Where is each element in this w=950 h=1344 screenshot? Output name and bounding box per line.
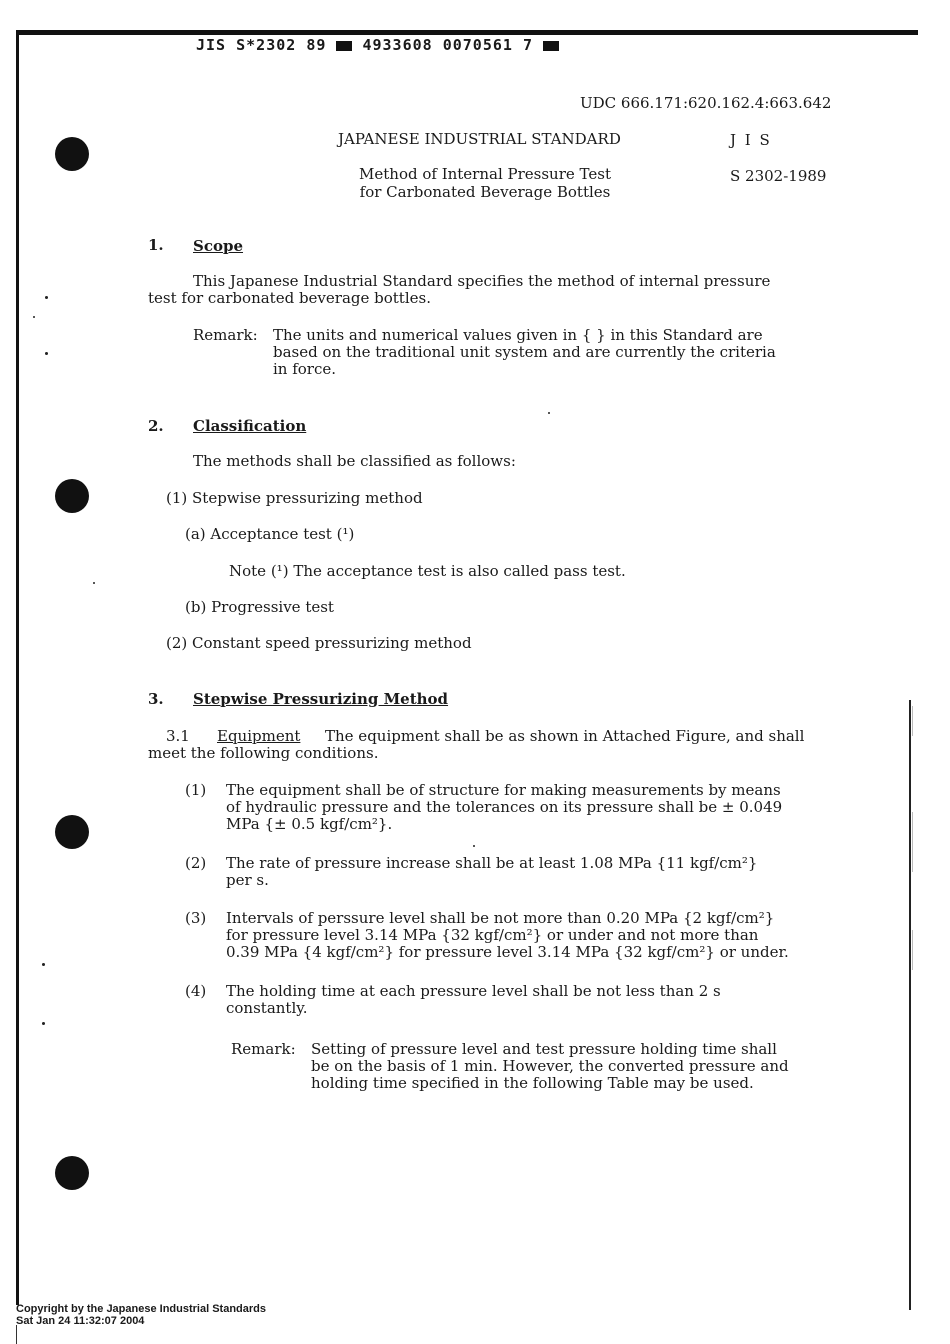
section-1-heading: Scope xyxy=(193,237,244,255)
punch-hole-icon xyxy=(55,1156,89,1190)
header-block-icon xyxy=(543,41,559,51)
header-code-part2: 4933608 0070561 7 xyxy=(362,36,533,54)
copyright-footer xyxy=(16,1303,266,1327)
condition-line: The holding time at each pressure level shall be not less than 2 s xyxy=(226,982,721,1000)
title-line-2: for Carbonated Beverage Bottles xyxy=(359,183,611,201)
document-header-code xyxy=(196,36,559,54)
remark-line: based on the traditional unit system and are currently the criteria xyxy=(273,343,776,361)
section-3-remark-label: Remark: xyxy=(231,1040,296,1058)
section-3-heading: Stepwise Pressurizing Method xyxy=(193,690,449,708)
remark-line: be on the basis of 1 min. However, the converted pressure and xyxy=(311,1057,789,1075)
condition-3-text xyxy=(226,910,789,961)
classification-note: Note (¹) The acceptance test is also called pass test. xyxy=(229,562,626,580)
section-2-number: 2. xyxy=(148,417,164,435)
scan-speck xyxy=(93,582,95,584)
condition-line: per s. xyxy=(226,871,269,889)
document-title xyxy=(330,165,640,201)
punch-hole-icon xyxy=(55,137,89,171)
condition-line: Intervals of perssure level shall be not more than 0.20 MPa {2 kgf/cm²} xyxy=(226,909,775,927)
scan-speck xyxy=(45,296,48,299)
scan-speck xyxy=(42,963,45,966)
condition-line: MPa {± 0.5 kgf/cm²}. xyxy=(226,815,393,833)
scan-speck xyxy=(33,316,35,318)
condition-line: The equipment shall be of structure for making measurements by means xyxy=(226,781,781,799)
condition-line: of hydraulic pressure and the tolerances on its pressure shall be ± 0.049 xyxy=(226,798,783,816)
punch-hole-icon xyxy=(55,479,89,513)
subsection-3-1-number: 3.1 xyxy=(166,727,190,745)
remark-line: Setting of pressure level and test pressure holding time shall xyxy=(311,1040,777,1058)
scan-line xyxy=(912,706,913,736)
section-2-intro: The methods shall be classified as follows: xyxy=(193,452,516,470)
punch-hole-icon xyxy=(55,815,89,849)
scan-line xyxy=(912,812,913,872)
timestamp-line: Sat Jan 24 11:32:07 2004 xyxy=(16,1315,145,1327)
classification-item-1a: (a) Acceptance test (¹) xyxy=(185,525,355,543)
scan-speck xyxy=(42,1022,45,1025)
section-1-remark-label: Remark: xyxy=(193,326,258,344)
condition-line: 0.39 MPa {4 kgf/cm²} for pressure level 3.14 MPa {32 kgf/cm²} or under. xyxy=(226,943,789,961)
standard-number: S 2302-1989 xyxy=(730,167,827,185)
section-2-heading: Classification xyxy=(193,417,307,435)
page-border-right xyxy=(909,700,911,1310)
page-border-top xyxy=(16,30,918,35)
condition-line: constantly. xyxy=(226,999,308,1017)
scan-speck xyxy=(45,352,48,355)
condition-2-text xyxy=(226,855,757,889)
standard-body: JAPANESE INDUSTRIAL STANDARD xyxy=(338,130,621,148)
condition-2-number: (2) xyxy=(185,854,207,872)
section-3-number: 3. xyxy=(148,690,164,708)
remark-line: The units and numerical values given in { } in this Standard are xyxy=(273,326,763,344)
scan-speck xyxy=(548,412,550,414)
page-border-left xyxy=(16,30,19,1305)
section-3-remark-text xyxy=(311,1041,789,1092)
title-line-1: Method of Internal Pressure Test xyxy=(359,165,611,183)
section-1-body-line-2: test for carbonated beverage bottles. xyxy=(148,289,431,307)
header-block-icon xyxy=(336,41,352,51)
condition-4-number: (4) xyxy=(185,982,207,1000)
condition-1-number: (1) xyxy=(185,781,207,799)
remark-line: in force. xyxy=(273,360,337,378)
classification-item-2: (2) Constant speed pressurizing method xyxy=(166,634,472,652)
scan-line xyxy=(912,930,913,970)
condition-3-number: (3) xyxy=(185,909,207,927)
section-1-number: 1. xyxy=(148,236,164,254)
condition-1-text xyxy=(226,782,782,833)
udc-code: UDC 666.171:620.162.4:663.642 xyxy=(580,94,832,112)
condition-line: for pressure level 3.14 MPa {32 kgf/cm²} or under and not more than xyxy=(226,926,759,944)
remark-line: holding time specified in the following Table may be used. xyxy=(311,1074,754,1092)
section-1-remark-text xyxy=(273,327,776,378)
condition-4-text xyxy=(226,983,721,1017)
subsection-3-1-text-line-2: meet the following conditions. xyxy=(148,744,379,762)
scan-speck xyxy=(473,845,475,847)
header-code-part1: JIS S*2302 89 xyxy=(196,36,327,54)
classification-item-1b: (b) Progressive test xyxy=(185,598,334,616)
condition-line: The rate of pressure increase shall be at least 1.08 MPa {11 kgf/cm²} xyxy=(226,854,758,872)
classification-item-1: (1) Stepwise pressurizing method xyxy=(166,489,423,507)
page-border-tick xyxy=(16,1325,17,1344)
section-1-body-line-1: This Japanese Industrial Standard specifies the method of internal pressure xyxy=(193,272,771,290)
copyright-line: Copyright by the Japanese Industrial Standards xyxy=(16,1303,266,1315)
subsection-3-1-text-line-1: The equipment shall be as shown in Attached Figure, and shall xyxy=(325,727,805,745)
subsection-3-1-heading: Equipment xyxy=(217,727,301,745)
jis-mark: J I S xyxy=(730,131,772,149)
